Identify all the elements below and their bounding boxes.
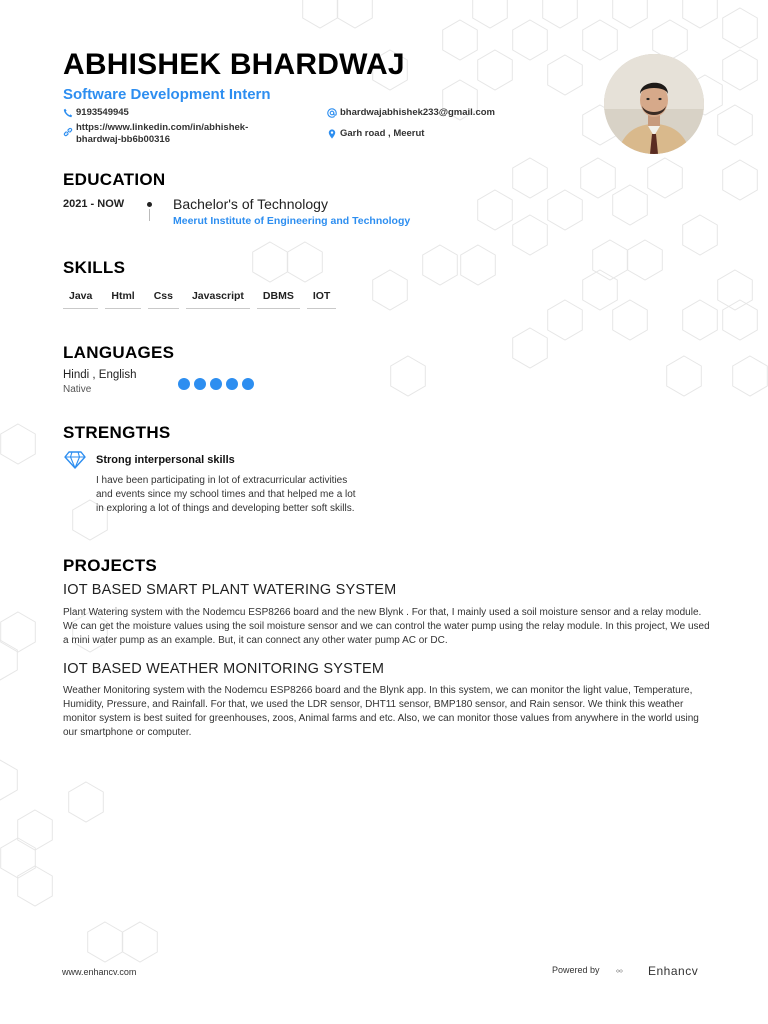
profile-photo-image bbox=[604, 54, 704, 154]
section-title-education: EDUCATION bbox=[63, 170, 166, 189]
diamond-icon bbox=[64, 451, 86, 469]
job-title: Software Development Intern bbox=[63, 86, 271, 103]
rating-dot bbox=[178, 378, 190, 390]
footer-powered-by: Powered by bbox=[552, 965, 600, 975]
skill-tag: DBMS bbox=[257, 288, 300, 309]
footer-website[interactable]: www.enhancv.com bbox=[62, 967, 137, 977]
email-text[interactable]: bhardwajabhishek233@gmail.com bbox=[340, 107, 495, 118]
language-level: Native bbox=[63, 384, 92, 395]
strength-title: Strong interpersonal skills bbox=[96, 454, 235, 466]
project-description: Plant Watering system with the Nodemcu ESP8266 board and the new Blynk . For that, I mainly used a soil moisture sensor and a relay module. We can get the moisture values using the soil moisture sensor and we can control the water pump using the relay module. In this project, We used a mini water pump as an example. But, it can connect any other water pump AC or DC. bbox=[63, 607, 710, 646]
link-icon bbox=[63, 127, 73, 137]
rating-dot bbox=[194, 378, 206, 390]
location-text: Garh road , Meerut bbox=[340, 128, 425, 139]
phone-text: 9193549945 bbox=[76, 107, 129, 118]
rating-dot bbox=[210, 378, 222, 390]
project-title: IOT BASED SMART PLANT WATERING SYSTEM bbox=[63, 582, 397, 598]
section-title-strengths: STRENGTHS bbox=[63, 423, 171, 442]
rating-dot bbox=[226, 378, 238, 390]
phone-icon bbox=[63, 108, 73, 118]
project-title: IOT BASED WEATHER MONITORING SYSTEM bbox=[63, 661, 385, 677]
section-title-projects: PROJECTS bbox=[63, 556, 158, 575]
strength-description: I have been participating in lot of extracurricular activities and events since my school times and that helped me a lot in exploring a lot of things and developing better soft skills. bbox=[96, 475, 356, 514]
rating-dot bbox=[242, 378, 254, 390]
enhancv-logo-icon bbox=[616, 962, 644, 980]
project-description: Weather Monitoring system with the Nodemcu ESP8266 board and the Blynk app. In this system, we can monitor the light value, Temperature, Humidity, Pressure, and Rainfall. For that, we used the LDR sensor, DHT11 sensor, BMP180 sensor, and Rain sensor. We think this weather monitor system is best suited for greenhouses, zoos, Animal farms and etc. Also, we can monitor those values from anywhere in the world using our smartphone or computer. bbox=[63, 685, 699, 738]
skill-tag: Java bbox=[63, 288, 98, 309]
language-rating bbox=[178, 378, 254, 390]
candidate-name: ABHISHEK BHARDWAJ bbox=[63, 48, 405, 81]
profile-photo bbox=[604, 54, 704, 154]
education-date: 2021 - NOW bbox=[63, 198, 125, 210]
timeline-dot bbox=[147, 202, 152, 207]
timeline-line bbox=[149, 209, 150, 221]
at-icon bbox=[327, 108, 337, 118]
skill-tag: IOT bbox=[307, 288, 337, 309]
skill-tag: Javascript bbox=[186, 288, 250, 309]
footer-brand: Enhancv bbox=[648, 964, 699, 978]
skills-list bbox=[63, 288, 336, 309]
language-name: Hindi , English bbox=[63, 369, 137, 381]
education-degree: Bachelor's of Technology bbox=[173, 196, 328, 212]
section-title-languages: LANGUAGES bbox=[63, 343, 175, 362]
education-school: Meerut Institute of Engineering and Technology bbox=[173, 215, 411, 227]
location-pin-icon bbox=[327, 129, 337, 139]
skill-tag: Css bbox=[148, 288, 179, 309]
linkedin-url[interactable]: https://www.linkedin.com/in/abhishek- bhardwaj-bb6b00316 bbox=[76, 122, 249, 145]
section-title-skills: SKILLS bbox=[63, 258, 126, 277]
skill-tag: Html bbox=[105, 288, 140, 309]
